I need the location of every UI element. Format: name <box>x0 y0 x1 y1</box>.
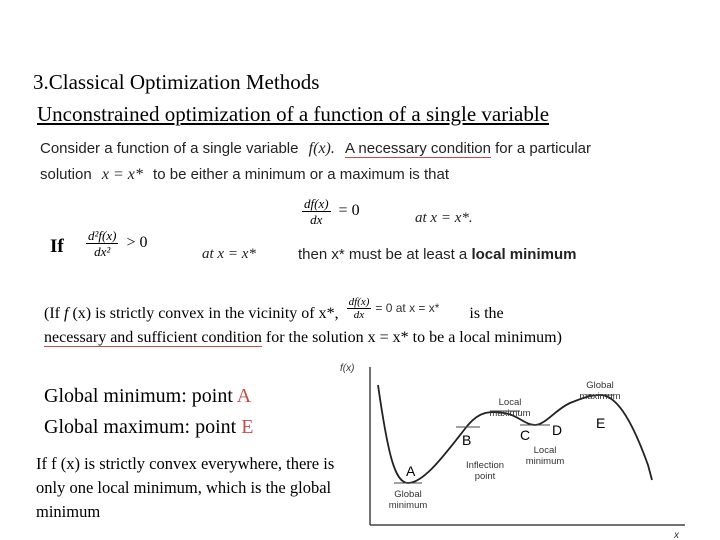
convexity-paragraph <box>44 296 664 349</box>
global-min-point: A <box>236 385 252 407</box>
para-part-2: (x) is strictly convex in the vicinity of x*, <box>68 305 339 323</box>
derivative-fraction <box>302 196 331 227</box>
inflection-point-label-2: point <box>474 471 496 482</box>
y-axis-label: f(x) <box>340 363 355 374</box>
necessary-equation <box>302 196 360 227</box>
global-maximum-label-2: maximum <box>579 391 621 402</box>
point-B: B <box>462 432 472 448</box>
equals-zero: = 0 <box>338 202 360 220</box>
consider-text-c: for a particular <box>495 140 592 157</box>
global-minimum-line <box>44 385 251 408</box>
inflection-point-label-1: Inflection <box>465 460 505 471</box>
slide-title: 3.Classical Optimization Methods <box>33 70 320 94</box>
point-D: D <box>552 422 563 438</box>
slide-subtitle: Unconstrained optimization of a function of a single variable <box>37 102 550 126</box>
local-minimum-text: local minimum <box>471 246 577 263</box>
point-E: E <box>596 415 606 431</box>
global-minimum-label-2: minimum <box>388 500 428 511</box>
necessary-sufficient-text: necessary and sufficient condition <box>44 329 262 346</box>
local-maximum-label-1: Local <box>498 397 522 408</box>
global-minimum-label-1: Global <box>394 489 422 500</box>
derivative-denominator: dx <box>310 212 323 227</box>
point-A: A <box>406 463 416 479</box>
global-max-label: Global maximum: point <box>44 416 237 438</box>
para-derivative-den: dx <box>353 309 365 321</box>
at-x-star-2: at x = x* <box>202 246 256 262</box>
para-eq-rhs: = 0 at x = x* <box>375 301 440 316</box>
consider-text-a: Consider a function of a single variable <box>40 140 299 157</box>
then-statement <box>298 246 576 263</box>
at-x-star: at x = x*. <box>415 210 473 226</box>
consider-text-line2: to be either a minimum or a maximum is that <box>153 166 449 183</box>
solution-eq: x = x* <box>101 166 143 183</box>
local-maximum-label-2: maximum <box>489 408 531 419</box>
derivative-numerator: df(x) <box>304 196 329 211</box>
fx-label: f(x). <box>308 140 335 157</box>
para-derivative-fraction <box>347 296 372 321</box>
x-axis-label: x <box>674 530 679 540</box>
if-label: If <box>50 236 64 257</box>
greater-than-zero: > 0 <box>126 234 148 252</box>
para-part-4: for the solution x = x* to be a local minimum) <box>261 329 562 346</box>
global-maximum-line <box>44 416 253 439</box>
second-derivative-denominator: dx² <box>94 244 111 259</box>
consider-line-1 <box>40 140 591 158</box>
para-part-3: is the <box>469 305 504 323</box>
necessary-condition-text: A necessary condition <box>345 140 491 157</box>
optimization-figure <box>330 355 690 540</box>
global-maximum-label-1: Global <box>586 380 614 391</box>
then-text: then x* must be at least a <box>298 246 468 263</box>
second-derivative-fraction <box>86 228 118 259</box>
second-derivative-numerator: d²f(x) <box>88 228 117 243</box>
para-derivative-num: df(x) <box>348 296 370 308</box>
local-minimum-label-1: Local <box>533 445 557 456</box>
local-minimum-label-2: minimum <box>525 456 565 467</box>
para-f: f <box>63 305 69 323</box>
solution-text: solution <box>40 166 92 183</box>
global-min-label: Global minimum: point <box>44 385 233 407</box>
point-C: C <box>520 427 531 443</box>
second-derivative-equation <box>86 228 147 259</box>
consider-line-2 <box>40 166 449 184</box>
para-part-1: (If <box>44 305 64 323</box>
convex-note: If f (x) is strictly convex everywhere, there is only one local minimum, which is the global minimum <box>36 454 335 521</box>
global-max-point: E <box>241 416 254 438</box>
